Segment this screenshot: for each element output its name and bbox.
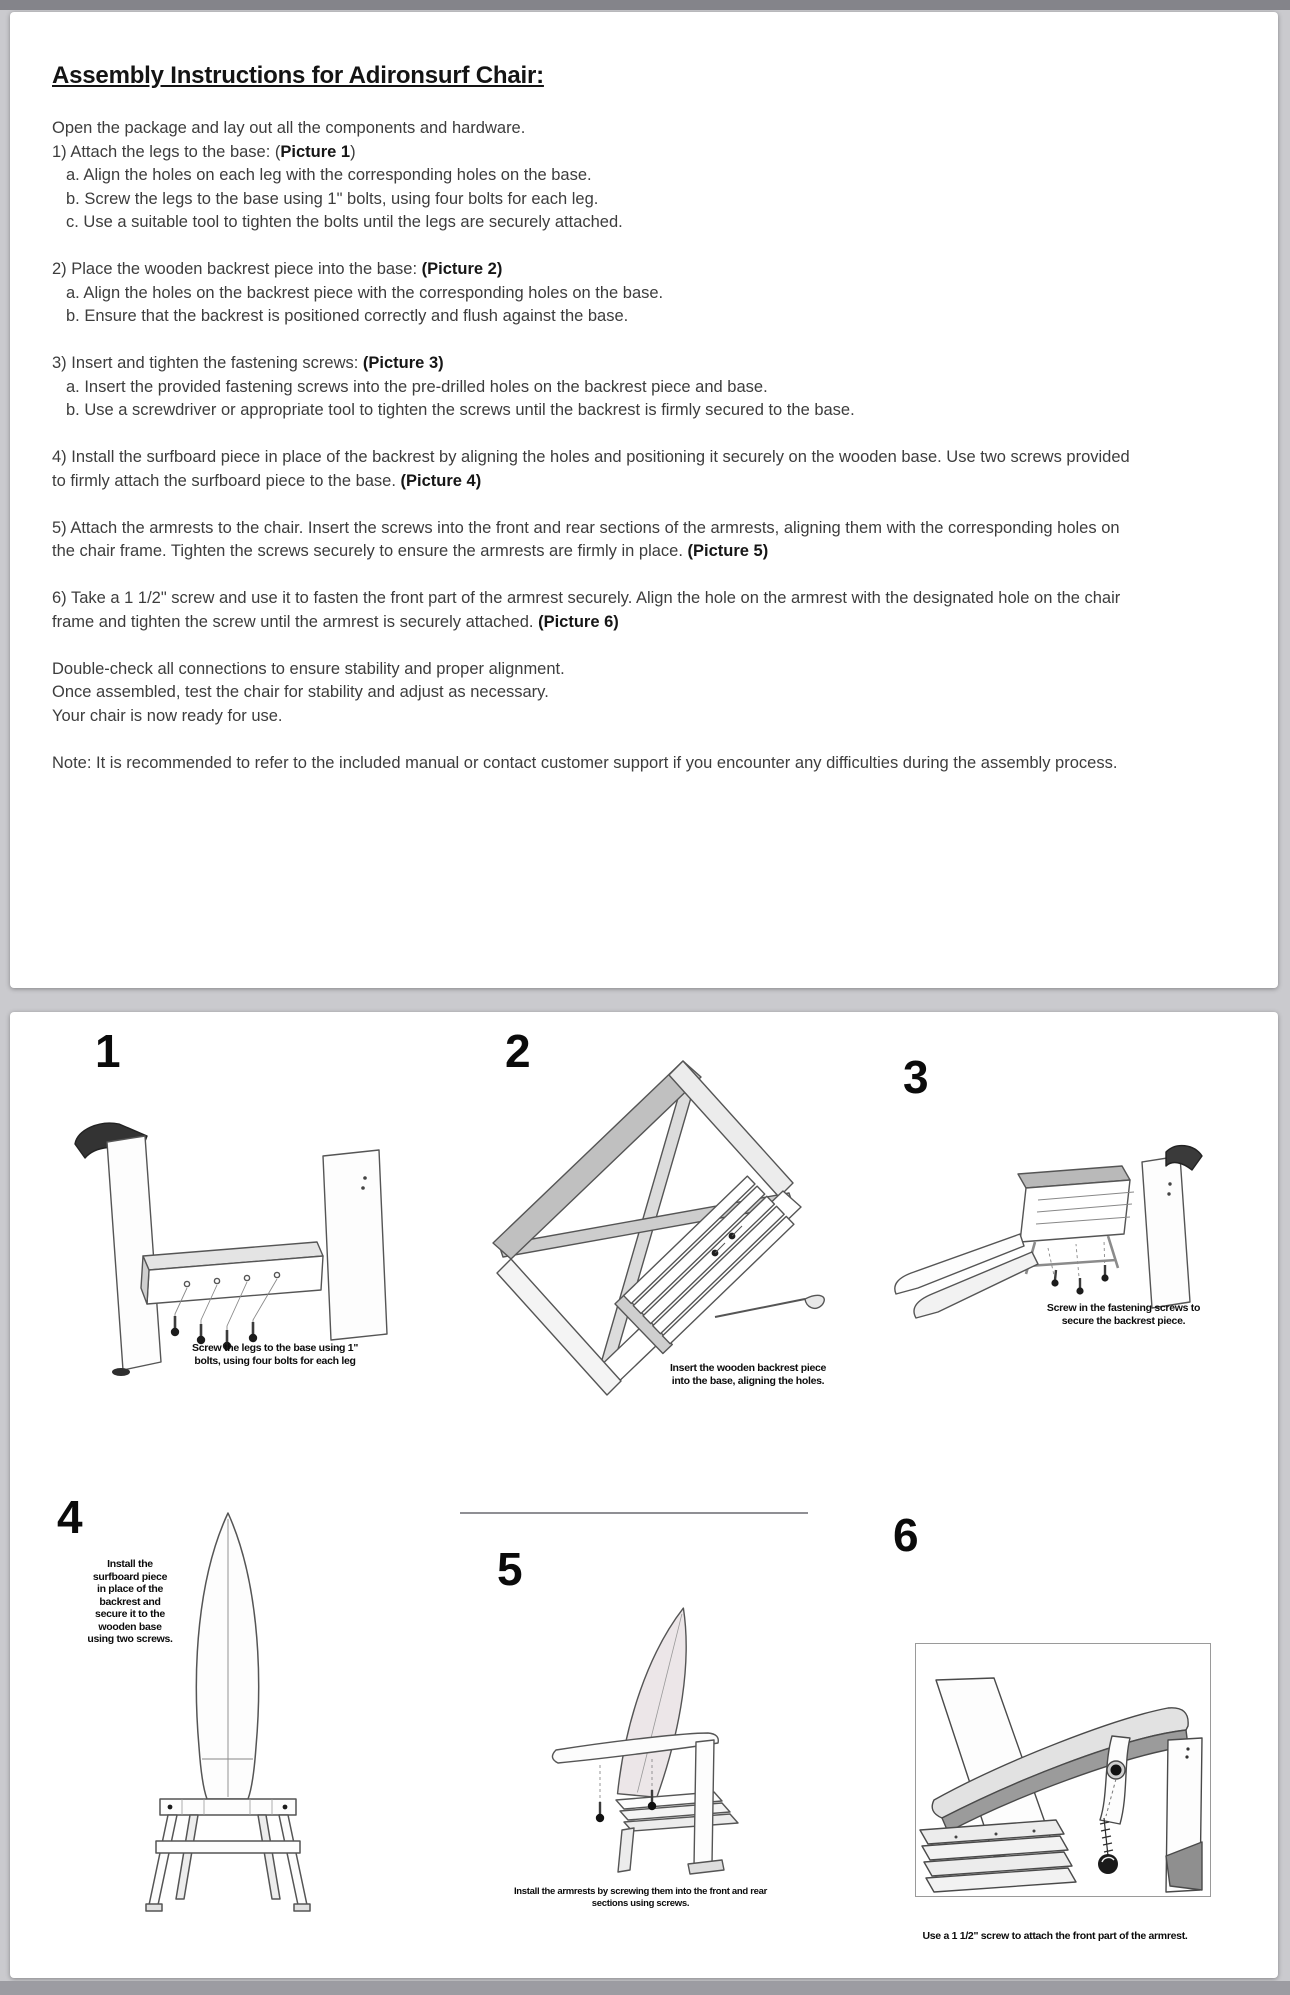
text-line: 6) Take a 1 1/2" screw and use it to fasten the front part of the armrest securely. Align the hole on the armrest with the designated hole on the chair (52, 589, 1121, 607)
text-line: b. Ensure that the backrest is positioned correctly and flush against the base. (66, 307, 629, 325)
caption-line: Use a 1 1/2" screw to attach the front part of the armrest. (922, 1930, 1188, 1942)
figure-2-number: 2 (505, 1025, 531, 1077)
caption-line: Insert the wooden backrest piece (669, 1362, 827, 1374)
caption-line: backrest and (99, 1595, 161, 1608)
figure-3-caption (1036, 1302, 1211, 1327)
caption-line: bolts, using four bolts for each leg (194, 1354, 356, 1367)
text-line: 3) Insert and tighten the fastening screws: (Picture 3) (52, 354, 444, 372)
figure-5-number: 5 (497, 1543, 523, 1595)
text-line: the chair frame. Tighten the screws securely to ensure the armrests are firmly in place. (Picture 5) (52, 542, 769, 560)
caption-line: wooden base (98, 1620, 162, 1633)
caption-line: Screw in the fastening screws to (1046, 1302, 1201, 1314)
paragraph (52, 446, 1262, 493)
instructions-document (52, 62, 1262, 775)
paragraph (52, 352, 1262, 423)
figure-4-drawing (110, 1507, 345, 1917)
figure-6-drawing (916, 1644, 1210, 1896)
figure-6-caption (885, 1930, 1225, 1943)
page-1 (10, 12, 1278, 988)
caption-line: Install the armrests by screwing them into the front and rear (513, 1886, 768, 1897)
paragraph (52, 587, 1262, 634)
paragraph (52, 258, 1262, 329)
figure-5-caption (498, 1886, 783, 1909)
instructions-body (52, 117, 1262, 775)
text-line: 5) Attach the armrests to the chair. Insert the screws into the front and rear sections of the armrests, aligning them with the corresponding holes on (52, 518, 1120, 537)
text-line: a. Align the holes on the backrest piece with the corresponding holes on the base. (66, 283, 664, 302)
text-line: Note: It is recommended to refer to the included manual or contact customer support if you encounter any difficulties during the assembly process. (52, 753, 1118, 772)
figure-6-frame (915, 1643, 1211, 1897)
text-line: b. Use a screwdriver or appropriate tool to tighten the screws until the backrest is firmly secured to the base. (66, 401, 855, 419)
text-line: 4) Install the surfboard piece in place of the backrest by aligning the holes and positioning it securely on the wooden base. Use two screws provided (52, 448, 1130, 466)
page-2 (10, 1012, 1278, 1978)
caption-line: secure the backrest piece. (1061, 1314, 1186, 1327)
text-line: Your chair is now ready for use. (52, 706, 283, 725)
figure-5-drawing (500, 1602, 775, 1887)
text-line: to firmly attach the surfboard piece to the base. (Picture 4) (52, 471, 482, 490)
paragraph (52, 117, 1262, 235)
page-title: Assembly Instructions for Adironsurf Chair: (52, 62, 544, 89)
caption-line: surfboard piece (92, 1570, 168, 1583)
text-line: a. Align the holes on each leg with the corresponding holes on the base. (66, 166, 592, 184)
figure-4-number: 4 (57, 1491, 83, 1543)
viewer-top-edge (0, 0, 1290, 10)
paragraph (52, 752, 1262, 776)
caption-line: using two screws. (87, 1633, 173, 1645)
text-line: Open the package and lay out all the components and hardware. (52, 119, 526, 137)
caption-line: Install the (107, 1558, 153, 1570)
caption-line: sections using screws. (591, 1897, 690, 1909)
text-line: 2) Place the wooden backrest piece into the base: (Picture 2) (52, 260, 503, 278)
paragraph (52, 517, 1262, 564)
text-line: b. Screw the legs to the base using 1" bolts, using four bolts for each leg. (66, 189, 599, 208)
viewer-bottom-edge (0, 1981, 1290, 1995)
caption-line: secure it to the (95, 1608, 165, 1620)
caption-line: in place of the (96, 1583, 164, 1595)
caption-line: Screw the legs to the base using 1" (191, 1342, 359, 1354)
text-line: a. Insert the provided fastening screws into the pre-drilled holes on the backrest piece and base. (66, 377, 768, 396)
figure-1-caption (170, 1342, 380, 1367)
text-line: Double-check all connections to ensure stability and proper alignment. (52, 659, 565, 678)
figure-2-caption (638, 1362, 858, 1387)
caption-line: into the base, aligning the holes. (671, 1374, 825, 1387)
text-line: 1) Attach the legs to the base: (Picture 1) (52, 142, 356, 161)
divider-line (460, 1512, 808, 1514)
figure-6-number: 6 (893, 1509, 919, 1561)
figure-3-number: 3 (903, 1051, 929, 1103)
text-line: Once assembled, test the chair for stability and adjust as necessary. (52, 683, 549, 701)
text-line: c. Use a suitable tool to tighten the bolts until the legs are securely attached. (66, 213, 623, 231)
paragraph (52, 658, 1262, 729)
text-line: frame and tighten the screw until the armrest is securely attached. (Picture 6) (52, 612, 619, 631)
figure-1-number: 1 (95, 1025, 121, 1077)
figure-2-drawing (475, 1047, 840, 1472)
